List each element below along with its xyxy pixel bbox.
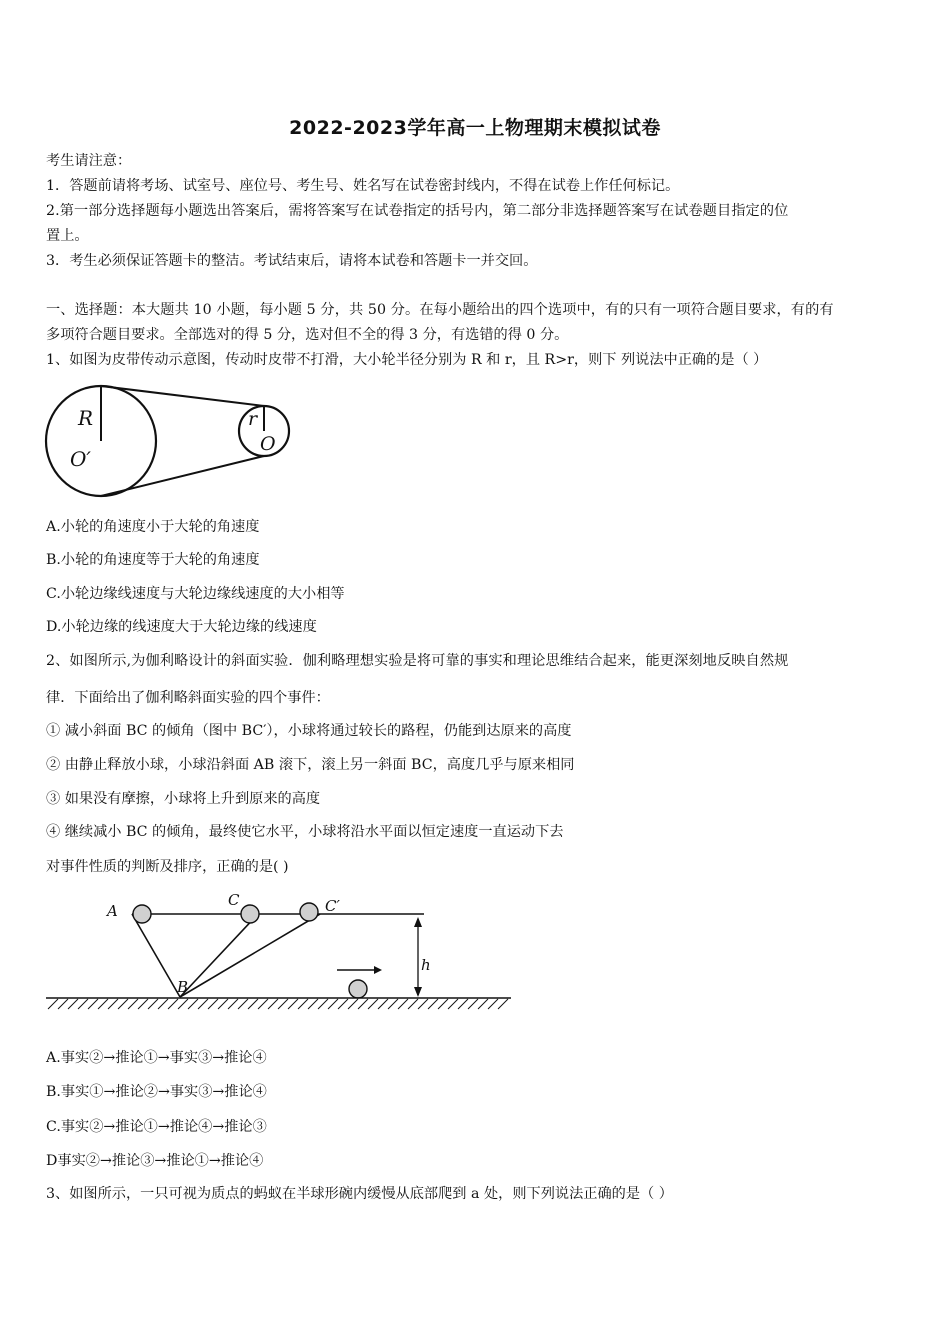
q2-event: ① 减小斜面 BC 的倾角（图中 BC′），小球将通过较长的路程，仍能到达原来的高度 bbox=[46, 723, 572, 739]
big-radius-label: R bbox=[78, 406, 94, 430]
small-center-label: O bbox=[260, 433, 276, 455]
q2-option-d: D事实②→推论③→推论①→推论④ bbox=[46, 1153, 264, 1169]
q2-event: ② 由静止释放小球，小球沿斜面 AB 滚下，滚上另一斜面 BC，高度几乎与原来相同 bbox=[46, 757, 575, 773]
q2-option-c: C.事实②→推论①→推论④→推论③ bbox=[46, 1119, 267, 1135]
q2-option-a: A.事实②→推论①→事实③→推论④ bbox=[46, 1050, 267, 1066]
big-center-label: O′ bbox=[70, 447, 91, 471]
section-instructions: 多项符合题目要求。全部选对的得 5 分，选对但不全的得 3 分，有选错的得 0 分。 bbox=[46, 327, 569, 343]
question-3-stem: 3、如图所示，一只可视为质点的蚂蚁在半球形碗内缓慢从底部爬到 a 处，则下列说法正确的是（ ） bbox=[46, 1186, 673, 1202]
q2-event: ③ 如果没有摩擦，小球将上升到原来的高度 bbox=[46, 791, 321, 807]
point-c-prime-label: C′ bbox=[325, 897, 340, 915]
point-c-label: C bbox=[228, 891, 240, 909]
q1-option-a: A.小轮的角速度小于大轮的角速度 bbox=[46, 519, 260, 535]
small-radius-label: r bbox=[248, 408, 258, 430]
q2-option-b: B.事实①→推论②→事实③→推论④ bbox=[46, 1084, 267, 1100]
notice-item: 置上。 bbox=[46, 228, 89, 244]
q2-event: ④ 继续减小 BC 的倾角，最终使它水平，小球将沿水平面以恒定速度一直运动下去 bbox=[46, 824, 564, 840]
q1-option-d: D.小轮边缘的线速度大于大轮边缘的线速度 bbox=[46, 619, 317, 635]
q1-option-b: B.小轮的角速度等于大轮的角速度 bbox=[46, 552, 260, 568]
section-instructions: 一、选择题：本大题共 10 小题，每小题 5 分，共 50 分。在每小题给出的四个选项中，有的只有一项符合题目要求，有的有 bbox=[46, 302, 834, 318]
q2-prompt: 对事件性质的判断及排序，正确的是( ) bbox=[46, 859, 289, 875]
notice-item: 1．答题前请将考场、试室号、座位号、考生号、姓名写在试卷密封线内，不得在试卷上作任何标记。 bbox=[46, 178, 680, 194]
point-b-label: B bbox=[177, 978, 189, 996]
q1-option-c: C.小轮边缘线速度与大轮边缘线速度的大小相等 bbox=[46, 586, 345, 602]
page-title: 2022-2023学年高一上物理期末模拟试卷 bbox=[289, 117, 661, 139]
question-1-stem: 1、如图为皮带传动示意图，传动时皮带不打滑，大小轮半径分别为 R 和 r，且 R>r，则下 列说法中正确的是（ ） bbox=[46, 352, 768, 368]
belt-drive-figure bbox=[44, 380, 294, 504]
question-2-stem: 律．下面给出了伽利略斜面实验的四个事件： bbox=[46, 690, 330, 706]
question-2-stem: 2、如图所示,为伽利略设计的斜面实验．伽利略理想实验是将可靠的事实和理论思维结合起来，能更深刻地反映自然规 bbox=[46, 653, 789, 669]
height-label: h bbox=[421, 956, 431, 974]
notice-item: 3．考生必须保证答题卡的整洁。考试结束后，请将本试卷和答题卡一并交回。 bbox=[46, 253, 538, 269]
point-a-label: A bbox=[107, 902, 118, 920]
incline-figure bbox=[44, 885, 516, 1020]
notice-item: 2.第一部分选择题每小题选出答案后，需将答案写在试卷指定的括号内，第二部分非选择题答案写在试卷题目指定的位 bbox=[46, 203, 789, 219]
notice-heading: 考生请注意： bbox=[46, 153, 132, 169]
